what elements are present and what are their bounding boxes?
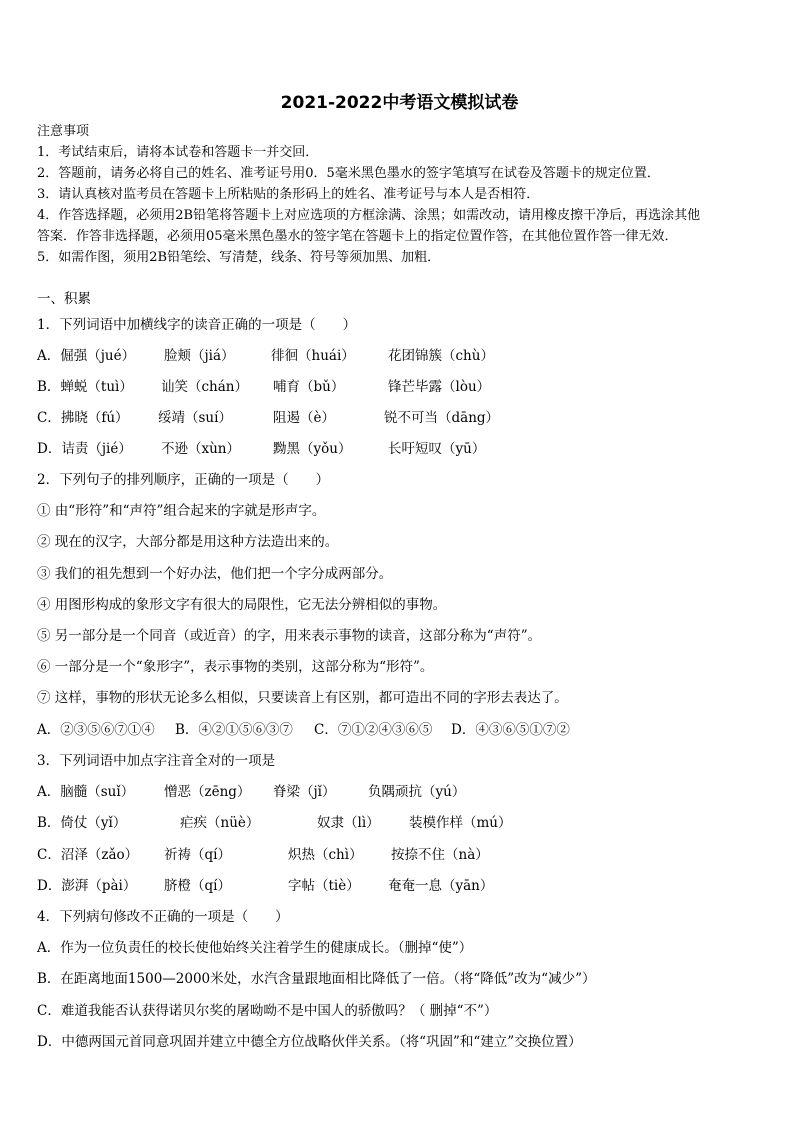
option-item: A．脑髓（suǐ） <box>37 784 135 800</box>
option-item: 锐不可当（dāng） <box>384 410 500 426</box>
option-item: 按捺不住（nà） <box>391 847 489 863</box>
question-stem: 1．下列词语中加横线字的读音正确的一项是（ ） <box>37 317 357 333</box>
notice-item: 4．作答选择题，必须用2B铅笔将答题卡上对应选项的方框涂满、涂黑；如需改动，请用橡皮擦干净后，再选涂其他 <box>37 208 701 223</box>
option-item: B．蝉蜕（tuì） <box>37 379 133 395</box>
option-item: 不逊（xùn） <box>161 441 241 457</box>
option-item: 黝黑（yǒu） <box>273 441 352 457</box>
notice-item: 5．如需作图，须用2B铅笔绘、写清楚，线条、符号等须加黑、加粗． <box>37 250 441 265</box>
option-item: 脊梁（jǐ） <box>273 784 336 800</box>
option-item: 祈祷（qí） <box>164 847 231 863</box>
option-item: 字帖（tiè） <box>288 878 360 894</box>
option-item: C．沼泽（zǎo） <box>37 847 139 863</box>
option-item: 花团锦簇（chù） <box>388 348 494 364</box>
option-item: C．难道我能否认获得诺贝尔奖的屠呦呦不是中国人的骄傲吗？（ 删掉“不”） <box>37 1003 498 1019</box>
option-item: 锋芒毕露（lòu） <box>388 379 491 395</box>
sentence-item: ① 由“形符”和“声符”组合起来的字就是形声字。 <box>37 503 326 519</box>
option-item: C．⑦①②④③⑥⑤ <box>314 722 433 738</box>
option-item: A．②③⑤⑥⑦①④ <box>37 722 155 738</box>
sentence-item: ⑥ 一部分是一个“象形字”，表示事物的类别，这部分称为“形符”。 <box>37 659 434 675</box>
question-stem: 2．下列句子的排列顺序，正确的一项是（ ） <box>37 472 330 488</box>
option-item: 哺育（bǔ） <box>273 379 345 395</box>
question-stem: 3．下列词语中加点字注音全对的一项是 <box>37 753 276 769</box>
notice-item: 3．请认真核对监考员在答题卡上所粘贴的条形码上的姓名、准考证号与本人是否相符． <box>37 187 540 202</box>
option-item: 负隅顽抗（yú） <box>368 784 466 800</box>
option-item: D．诘责（jié） <box>37 441 132 457</box>
option-item: 奴隶（lì） <box>317 815 380 831</box>
question-stem: 4．下列病句修改不正确的一项是（ ） <box>37 909 289 925</box>
option-item: A．倔强（jué） <box>37 348 136 364</box>
page-title: 2021-2022中考语文模拟试卷 <box>280 93 519 113</box>
option-item: 绥靖（suí） <box>158 410 232 426</box>
option-item: B．④②①⑤⑥③⑦ <box>175 722 293 738</box>
option-item: 阻遏（è） <box>273 410 335 426</box>
notice-heading: 注意事项 <box>37 124 90 139</box>
option-item: 憎恶（zēng） <box>164 784 251 800</box>
sentence-item: ② 现在的汉字，大部分都是用这种方法造出来的。 <box>37 534 339 550</box>
notice-item: 1．考试结束后，请将本试卷和答题卡一并交回． <box>37 145 319 160</box>
option-item: B．在距离地面1500—2000米处，水汽含量跟地面相比降低了一倍。（将“降低”改为“减少”） <box>37 971 596 987</box>
option-item: 长吁短叹（yū） <box>388 441 486 457</box>
option-item: B．倚仗（yǐ） <box>37 815 127 831</box>
option-item: 炽热（chì） <box>288 847 363 863</box>
option-item: 讪笑（chán） <box>161 379 248 395</box>
option-item: 装模作样（mú） <box>409 815 512 831</box>
option-item: 脸颊（jiá） <box>164 348 235 364</box>
option-item: C．拂晓（fú） <box>37 410 129 426</box>
option-item: 奄奄一息（yān） <box>388 878 494 894</box>
option-item: D．澎湃（pài） <box>37 878 137 894</box>
option-item: 徘徊（huái） <box>271 348 355 364</box>
notice-item: 答案．作答非选择题，必须用05毫米黑色墨水的签字笔在答题卡上的指定位置作答，在其他位置作答一律无效． <box>37 229 678 244</box>
sentence-item: ③ 我们的祖先想到一个好办法，他们把一个字分成两部分。 <box>37 566 393 582</box>
option-item: D．中德两国元首同意巩固并建立中德全方位战略伙伴关系。（将“巩固”和“建立”交换位置） <box>37 1034 582 1050</box>
sentence-item: ⑤ 另一部分是一个同音（或近音）的字，用来表示事物的读音，这部分称为“声符”。 <box>37 628 542 644</box>
option-item: 脐橙（qí） <box>164 878 231 894</box>
section-heading: 一、积累 <box>37 291 91 307</box>
option-item: A．作为一位负责任的校长使他始终关注着学生的健康成长。（删掉“使”） <box>37 940 473 956</box>
option-item: 疟疾（nüè） <box>180 815 260 831</box>
sentence-item: ④ 用图形构成的象形文字有很大的局限性，它无法分辨相似的事物。 <box>37 597 447 613</box>
option-item: D．④③⑥⑤①⑦② <box>451 722 570 738</box>
sentence-item: ⑦ 这样，事物的形状无论多么相似，只要读音上有区别，都可造出不同的字形去表达了。 <box>37 690 568 706</box>
notice-item: 2．答题前，请务必将自己的姓名、准考证号用0．5毫米黑色墨水的签字笔填写在试卷及答题卡的规定位置． <box>37 166 660 181</box>
